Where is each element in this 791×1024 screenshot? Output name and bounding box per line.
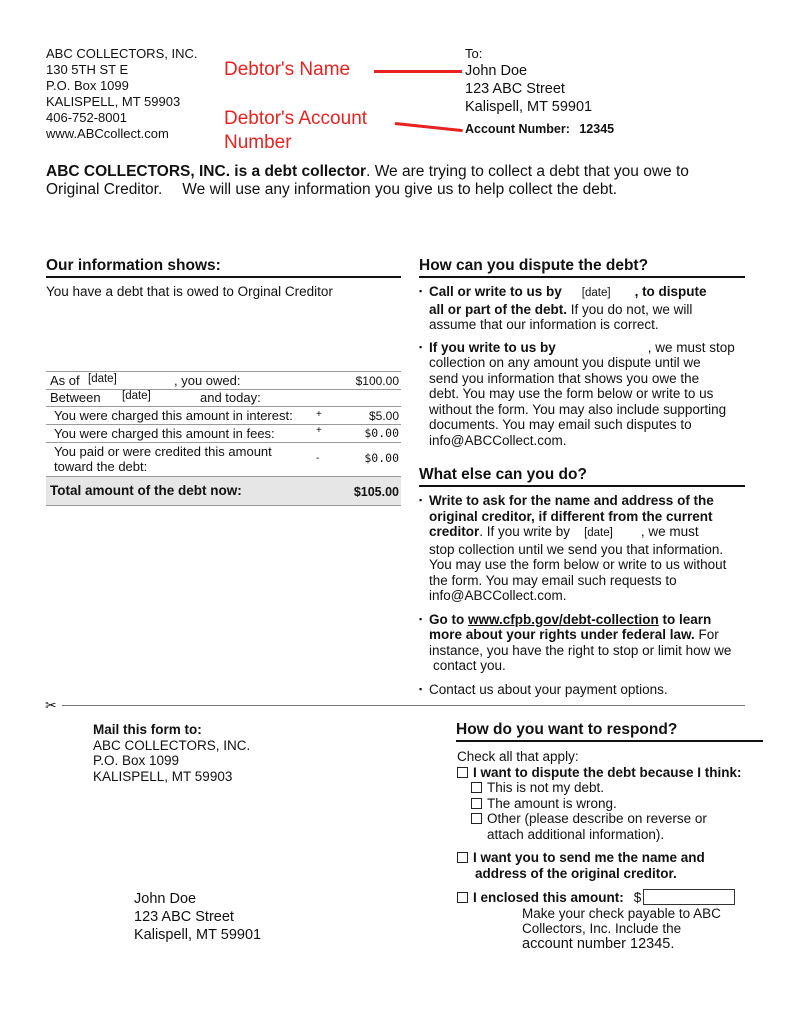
- cut-line: [62, 705, 745, 706]
- dispute-section: [419, 284, 749, 448]
- dispute-write-line3: debt. You may use the form below or write to us: [429, 386, 714, 401]
- between-date: [date]: [122, 390, 151, 402]
- else-must: , we must: [640, 524, 699, 539]
- dispute-bullet-write: [419, 340, 749, 449]
- option-creditor-label2: address of the original creditor.: [475, 865, 677, 881]
- sender-name: ABC COLLECTORS, INC.: [46, 46, 198, 61]
- sender-pobox: P.O. Box 1099: [46, 78, 129, 93]
- paid-label-line2: toward the debt:: [54, 459, 148, 474]
- amount-input[interactable]: [643, 889, 735, 905]
- suboption-other-label2: attach additional information).: [487, 826, 665, 842]
- else-contact: contact you.: [433, 658, 506, 673]
- else-email[interactable]: info@ABCCollect.com.: [429, 588, 567, 603]
- suboption-not-my-debt[interactable]: [457, 780, 777, 796]
- table-row-total: [46, 476, 401, 506]
- else-bullet-payment: [419, 682, 749, 698]
- mail-name: ABC COLLECTORS, INC.: [93, 737, 251, 753]
- between-today: and today:: [200, 390, 261, 405]
- respond-section: [457, 749, 777, 952]
- else-goto: Go to: [429, 611, 468, 627]
- pay-line1: Make your check payable to ABC: [522, 905, 721, 921]
- sender-website: www.ABCcollect.com: [46, 126, 169, 141]
- else-line4: stop collection until we send you that information.: [429, 541, 724, 557]
- cfpb-link[interactable]: www.cfpb.gov/debt-collection: [468, 611, 659, 627]
- dollar-sign: $: [633, 890, 642, 905]
- paid-value: $0.00: [364, 451, 399, 465]
- sender-phone: 406-752-8001: [46, 110, 127, 125]
- intro-paragraph: [46, 163, 746, 199]
- else-line6: the form. You may email such requests to: [429, 572, 677, 588]
- respond-header: How do you want to respond?: [456, 721, 763, 742]
- respond-check-all: Check all that apply:: [457, 749, 579, 764]
- else-l2: original creditor, if different from the current: [429, 508, 713, 524]
- checkbox-not-my-debt[interactable]: [471, 782, 482, 793]
- else-learn: to learn: [658, 611, 712, 627]
- dispute-write-line5: documents. You may email such disputes to: [429, 417, 692, 432]
- callout-name-arrow: [374, 70, 462, 73]
- else-bullet-cfpb: [419, 612, 749, 674]
- intro-creditor: Original Creditor.: [46, 181, 163, 198]
- dispute-if-not: If you do not, we will: [567, 301, 693, 317]
- option-creditor-label: I want you to send me the name and: [473, 850, 705, 865]
- suboption-amount-wrong[interactable]: [457, 796, 777, 812]
- intro-rest2: We will use any information you give us to help collect the debt.: [182, 181, 618, 198]
- table-row-fees: [46, 424, 401, 443]
- return-name: John Doe: [134, 891, 197, 907]
- mail-title: Mail this form to:: [93, 722, 202, 737]
- checkbox-creditor-info[interactable]: [457, 852, 468, 863]
- else-date: [date]: [584, 527, 613, 539]
- asof-owed-label: , you owed:: [174, 373, 241, 388]
- info-header: Our information shows:: [46, 257, 401, 278]
- else-rights: more about your rights under federal law.: [429, 627, 695, 642]
- fees-value: $0.00: [364, 426, 399, 440]
- option-dispute-label: I want to dispute the debt because I think:: [473, 764, 742, 780]
- dispute-header: How can you dispute the debt?: [419, 257, 745, 278]
- else-line5: You may use the form below or write to us without: [429, 557, 727, 572]
- asof-value: $100.00: [355, 374, 399, 388]
- recipient-address: [465, 46, 614, 136]
- return-city: Kalispell, MT 59901: [134, 927, 262, 943]
- intro-bold: ABC COLLECTORS, INC. is a debt collector: [46, 163, 367, 180]
- else-creditor: creditor: [429, 524, 480, 539]
- dispute-call-text: Call or write to us by: [429, 284, 562, 299]
- account-number-line: [465, 122, 614, 136]
- table-row-asof: [46, 371, 401, 390]
- callout-account-line2: Number: [224, 132, 292, 153]
- dispute-call-text2: , to dispute: [634, 284, 707, 299]
- table-row-interest: [46, 406, 401, 425]
- else-instance: instance, you have the right to stop or limit how we: [429, 642, 732, 658]
- recipient-name: John Doe: [465, 63, 528, 79]
- else-for: For: [694, 627, 719, 642]
- else-write-by: . If you write by: [479, 524, 571, 539]
- checkbox-dispute[interactable]: [457, 767, 468, 778]
- dispute-write-line4: without the form. You may also include supporting: [429, 401, 727, 417]
- dispute-write-bold: If you write to us by: [429, 339, 556, 355]
- else-header: What else can you do?: [419, 466, 745, 487]
- option-enclosed-label: I enclosed this amount:: [473, 890, 624, 905]
- account-number-value: 12345: [579, 122, 615, 136]
- asof-date: [date]: [88, 373, 117, 385]
- option-creditor-info[interactable]: [457, 850, 777, 866]
- total-value: $105.00: [353, 485, 399, 499]
- fees-sign: +: [316, 425, 322, 436]
- dispute-assume: assume that our information is correct.: [429, 317, 659, 332]
- fees-label: You were charged this amount in fees:: [54, 426, 275, 441]
- account-number-label: Account Number:: [465, 122, 570, 136]
- pay-line3: account number 12345.: [522, 935, 675, 952]
- dispute-bullet-call: [419, 284, 749, 333]
- dispute-all-part: all or part of the debt.: [429, 301, 568, 317]
- pay-line2: Collectors, Inc. Include the: [522, 921, 682, 936]
- dispute-write-line2: send you information that shows you owe the: [429, 370, 700, 386]
- mail-city: KALISPELL, MT 59903: [93, 768, 233, 784]
- callout-account-arrow: [395, 122, 463, 132]
- mail-pobox: P.O. Box 1099: [93, 753, 180, 768]
- scissors-icon: ✂: [45, 697, 57, 713]
- dispute-date: [date]: [581, 287, 611, 299]
- interest-value: $5.00: [368, 409, 399, 423]
- sender-city: KALISPELL, MT 59903: [46, 94, 181, 109]
- recipient-city: Kalispell, MT 59901: [465, 99, 593, 115]
- else-payment-options: ▪ Contact us about your payment options.: [429, 681, 668, 697]
- checkbox-other[interactable]: [471, 813, 482, 824]
- suboption-other[interactable]: [457, 811, 777, 827]
- checkbox-amount-wrong[interactable]: [471, 798, 482, 809]
- dispute-write-line1: collection on any amount you dispute until we: [429, 355, 701, 370]
- option-enclosed[interactable]: [457, 889, 777, 906]
- sender-street: 130 5TH ST E: [46, 62, 129, 77]
- recipient-to-label: To:: [465, 46, 483, 61]
- recipient-street: 123 ABC Street: [465, 81, 565, 97]
- else-l1: Write to ask for the name and address of the: [429, 493, 714, 508]
- asof-label: As of: [50, 373, 80, 388]
- suboption-not-my-debt-label: This is not my debt.: [487, 780, 605, 795]
- option-dispute[interactable]: [457, 765, 777, 781]
- else-bullet-write: [419, 493, 749, 604]
- paid-sign: -: [316, 453, 320, 464]
- callout-debtor-name: Debtor's Name: [224, 59, 351, 80]
- table-row-paid: [46, 442, 401, 477]
- interest-sign: +: [316, 409, 322, 420]
- else-section: [419, 493, 749, 697]
- dispute-email[interactable]: info@ABCCollect.com.: [429, 432, 567, 448]
- paid-label-line1: You paid or were credited this amount: [54, 444, 272, 459]
- total-label: Total amount of the debt now:: [50, 483, 242, 498]
- info-owed-text: You have a debt that is owed to Orginal Creditor: [46, 284, 333, 299]
- return-address: [134, 890, 261, 944]
- intro-rest1: . We are trying to collect a debt that you owe to: [366, 163, 689, 180]
- sender-address: [46, 46, 197, 142]
- interest-label: You were charged this amount in interest:: [54, 408, 293, 423]
- table-row-between: [46, 389, 401, 407]
- callout-account-line1: Debtor's Account: [224, 108, 368, 129]
- mail-to-block: [93, 722, 250, 784]
- suboption-amount-wrong-label: The amount is wrong.: [487, 795, 617, 811]
- return-street: 123 ABC Street: [134, 909, 234, 925]
- suboption-other-label: Other (please describe on reverse or: [487, 811, 707, 826]
- between-label: Between: [50, 390, 101, 405]
- dispute-write-rest: , we must stop: [647, 339, 735, 355]
- checkbox-enclosed[interactable]: [457, 892, 468, 903]
